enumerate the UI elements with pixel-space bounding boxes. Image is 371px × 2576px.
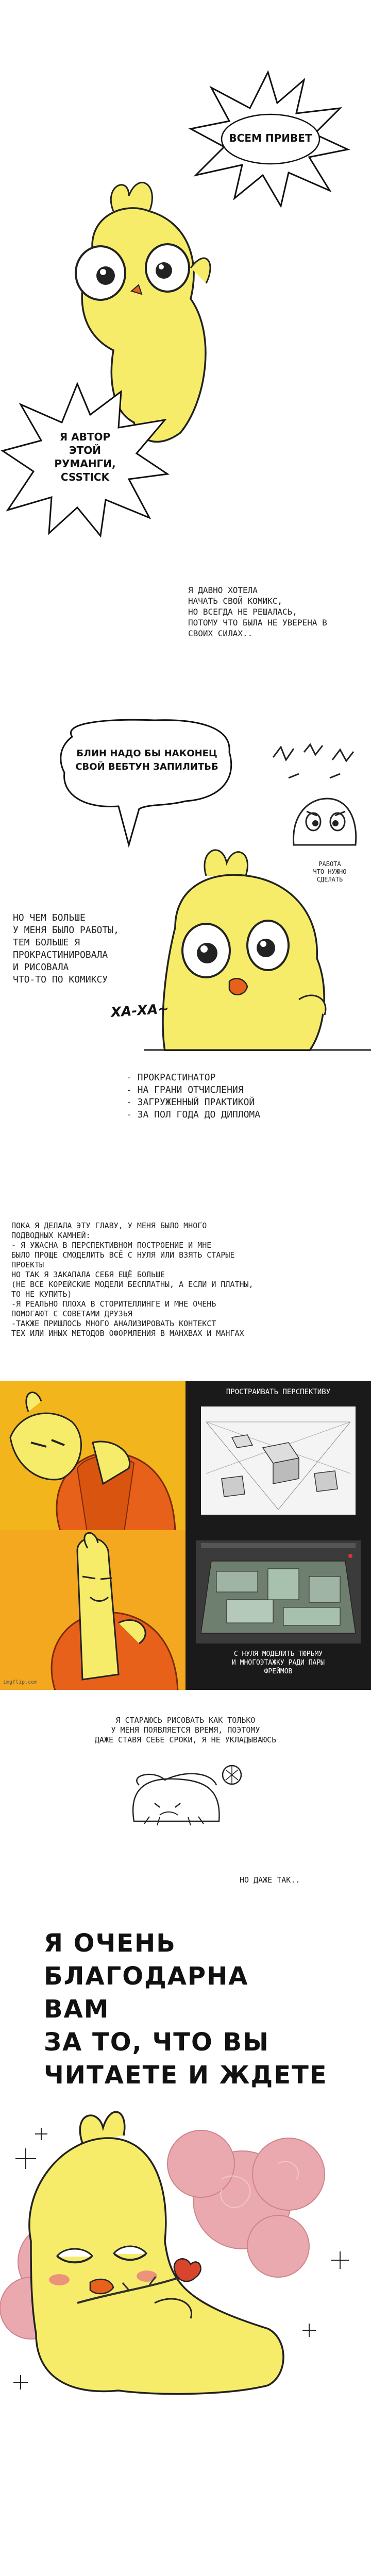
meme-model-image xyxy=(185,1530,371,1690)
webtoon-text: БЛИН НАДО БЫ НАКОНЕЦ СВОЙ ВЕБТУН ЗАПИЛИТЬБ xyxy=(75,748,218,772)
speech-bubble-webtoon xyxy=(52,716,242,850)
narration-intro: Я ДАВНО ХОТЕЛА НАЧАТЬ СВОЙ КОМИКС, НО ВСЕГДА НЕ РЕШАЛАСЬ, ПОТОМУ ЧТО БЫЛА НЕ УВЕРЕНА В СВОИХ СИЛАХ.. xyxy=(188,585,327,638)
narration-more-work: НО ЧЕМ БОЛЬШЕ У МЕНЯ БЫЛО РАБОТЫ, ТЕМ БОЛЬШЕ Я ПРОКРАСТИНИРОВАЛА И РИСОВАЛА ЧТО-ТО ПО КОМИКСУ xyxy=(13,912,119,985)
meme-bottom-label: С НУЛЯ МОДЕЛИТЬ ТЮРЬМУ И МНОГОЭТАЖКУ РАДИ ПАРЫ ФРЕЙМОВ xyxy=(231,1650,325,1675)
author-text: Я АВТОР ЭТОЙ РУМАНГИ, CSSTICK xyxy=(54,431,116,483)
laugh-text: ХА-ХА~ xyxy=(110,1001,170,1021)
narration-but: НО ДАЖЕ ТАК.. xyxy=(240,1875,300,1885)
speech-bubble-author xyxy=(0,381,170,541)
meme-perspective-image xyxy=(185,1381,371,1530)
meme-panel-top xyxy=(0,1381,371,1530)
meme-panel-bottom xyxy=(0,1530,371,1690)
list-status: - ПРОКРАСТИНАТОР - НА ГРАНИ ОТЧИСЛЕНИЯ - ЗАГРУЖЕННЫЙ ПРАКТИКОЙ - ЗА ПОЛ ГОДА ДО ДИПЛОМА xyxy=(126,1072,261,1120)
meme-top-label: ПРОСТРАИВАТЬ ПЕРСПЕКТИВУ xyxy=(226,1388,331,1396)
laugh-sfx xyxy=(111,1002,198,1023)
narration-chapter: ПОКА Я ДЕЛАЛА ЭТУ ГЛАВУ, У МЕНЯ БЫЛО МНОГО ПОДВОДНЫХ КАМНЕЙ: - Я УЖАСНА В ПЕРСПЕКТИВНОМ ПОСТРОЕНИЕ И МНЕ БЫЛО ПРОЩЕ СМОДЕЛИТЬ ВСЁ С НУЛЯ ИЛИ ВЗЯТЬ СТАРЫЕ ПРОЕКТЫ НО ТАК Я ЗАКАПАЛА СЕБЯ ЕЩЁ БОЛЬШЕ (НЕ ВСЕ КОРЕЙСКИЕ МОДЕЛИ БЕСПЛАТНЫ, А ЕСЛИ И ПЛАТНЫ, ТО НЕ КУПИТЬ) -Я РЕАЛЬНО ПЛОХА В СТОРИТЕЛЛИНГЕ И МНЕ ОЧЕНЬ ПОМОГАЮТ С СОВЕТАМИ ДРУЗЬЯ -ТАКЖЕ ПРИШЛОСЬ МНОГО АНАЛИЗИРОВАТЬ КОНТЕКСТ ТЕХ ИЛИ ИНЫХ МЕТОДОВ ОФОРМЛЕНИЯ В МАНХВАХ И МАНГАХ xyxy=(11,1221,254,1338)
character-blushing xyxy=(0,2087,371,2406)
narration-time: Я СТАРАЮСЬ РИСОВАТЬ КАК ТОЛЬКО У МЕНЯ ПОЯВЛЯЕТСЯ ВРЕМЯ, ПОЭТОМУ ДАЖЕ СТАВЯ СЕБЕ СРОКИ, Я НЕ УКЛАДЫВАЮСЬ xyxy=(94,1716,277,1744)
side-note-work: РАБОТА ЧТО НУЖНО СДЕЛАТЬ xyxy=(313,860,347,883)
meme-figure-refuse xyxy=(0,1381,185,1530)
thanks-text: Я ОЧЕНЬ БЛАГОДАРНА ВАМ ЗА ТО, ЧТО ВЫ ЧИТАЕТЕ И ЖДЕТЕ xyxy=(44,1929,328,2090)
sad-blob-drawing xyxy=(124,1754,258,1837)
meme-watermark: imgflip.com xyxy=(3,1680,38,1685)
hello-text: ВСЕМ ПРИВЕТ xyxy=(229,132,312,144)
meme-figure-approve xyxy=(0,1530,185,1690)
